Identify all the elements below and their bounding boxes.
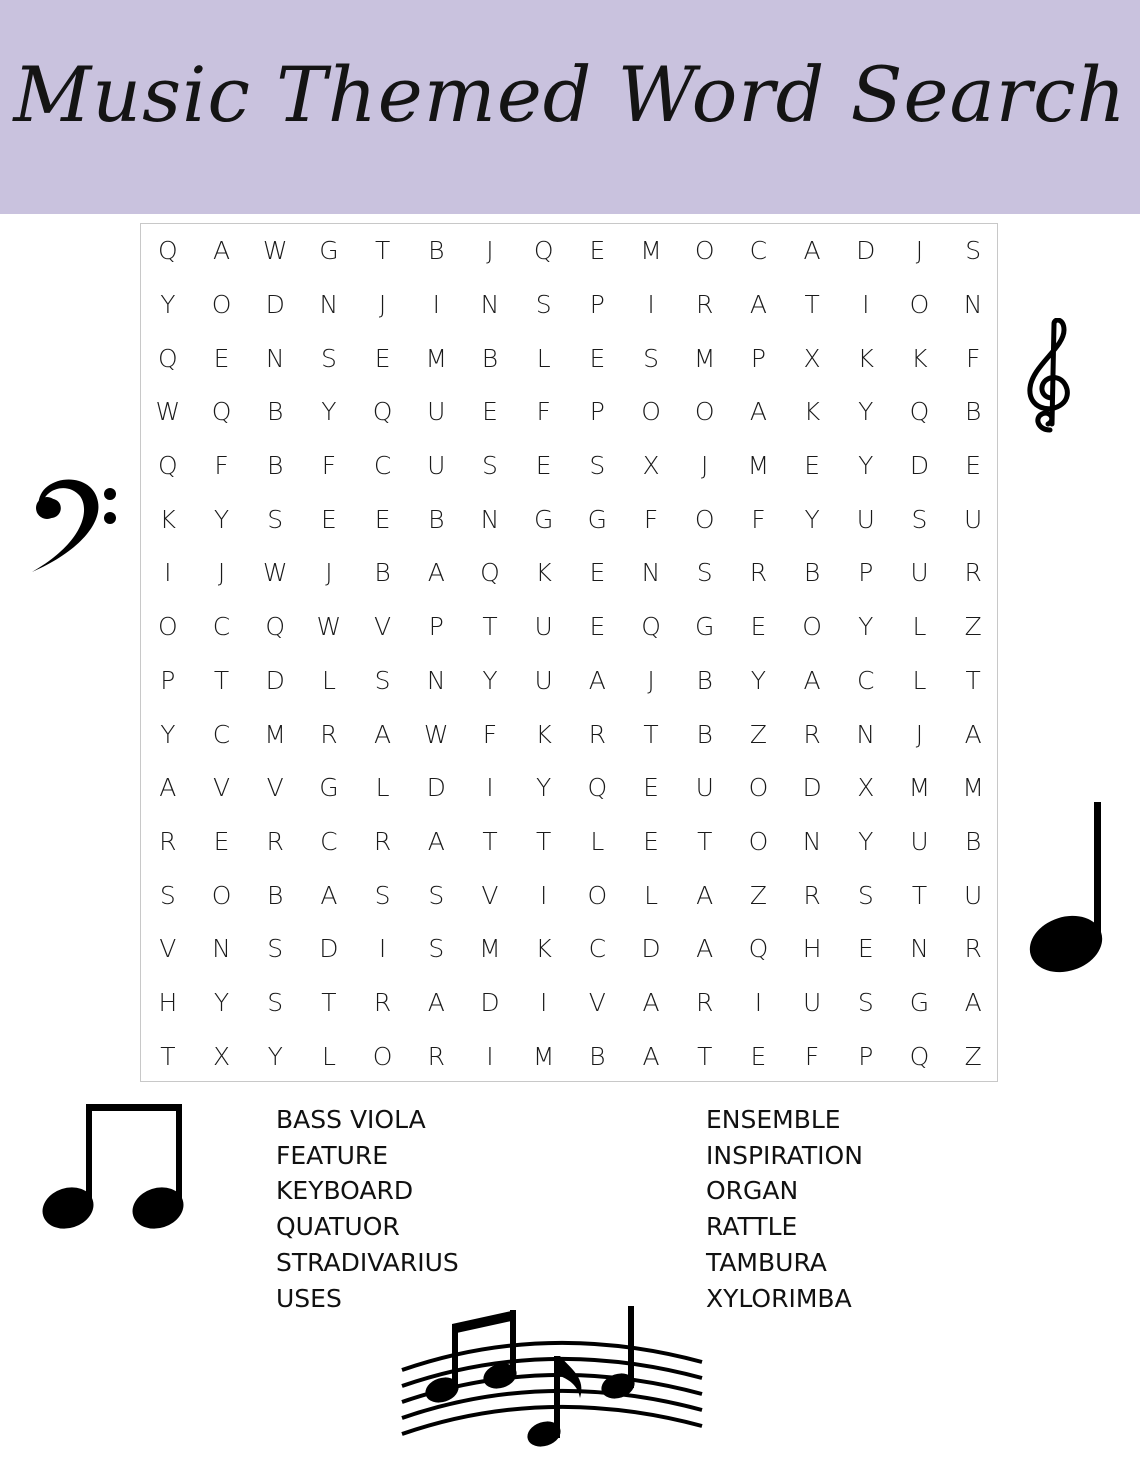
grid-letter: R: [373, 987, 392, 1017]
grid-letter: B: [803, 558, 821, 588]
grid-letter: N: [426, 665, 446, 695]
grid-letter: R: [803, 880, 821, 910]
grid-letter: S: [320, 343, 337, 373]
grid-letter: C: [212, 719, 231, 749]
page-title: Music Themed Word Search: [13, 50, 1127, 139]
grid-letter: N: [856, 719, 876, 749]
grid-letter: L: [536, 343, 551, 373]
grid-letter: D: [802, 773, 822, 803]
grid-letter: V: [266, 773, 284, 803]
grid-letter: E: [374, 504, 391, 534]
grid-letter: Y: [267, 1041, 283, 1071]
grid-letter: A: [803, 665, 821, 695]
grid-letter: E: [482, 397, 498, 427]
word-item: USES: [276, 1283, 342, 1313]
grid-letter: Y: [213, 987, 230, 1017]
grid-letter: C: [857, 665, 875, 695]
grid-letter: U: [534, 665, 553, 695]
grid-letter: I: [378, 934, 387, 964]
grid-letter: B: [964, 397, 982, 427]
grid-letter: H: [158, 987, 178, 1017]
grid-letter: P: [428, 612, 444, 642]
grid-letter: M: [962, 773, 984, 803]
grid-letter: R: [588, 719, 607, 749]
grid-letter: V: [374, 612, 392, 642]
grid-letter: E: [804, 451, 820, 481]
word-item: TAMBURA: [706, 1247, 827, 1277]
grid-letter: Q: [587, 773, 608, 803]
grid-letter: Y: [482, 665, 498, 695]
grid-letter: T: [536, 826, 552, 856]
grid-letter: T: [697, 826, 713, 856]
grid-letter: J: [647, 665, 655, 695]
grid-letter: Y: [213, 504, 230, 534]
word-item: XYLORIMBA: [706, 1283, 852, 1313]
grid-letter: I: [432, 290, 440, 320]
grid-letter: R: [964, 558, 982, 588]
grid-letter: X: [212, 1041, 231, 1071]
grid-letter: M: [640, 236, 662, 266]
grid-letter: E: [589, 236, 606, 266]
grid-letter: S: [482, 451, 498, 481]
grid-letter: U: [964, 504, 983, 534]
grid-letter: S: [965, 236, 982, 266]
grid-letter: N: [212, 934, 231, 964]
grid-letter: V: [212, 773, 231, 803]
grid-letter: L: [912, 612, 927, 642]
grid-letter: Q: [480, 558, 500, 588]
grid-letter: B: [481, 343, 499, 373]
grid-letter: E: [589, 343, 606, 373]
grid-letter: I: [486, 773, 494, 803]
grid-letter: Y: [858, 826, 874, 856]
word-item: FEATURE: [276, 1140, 389, 1170]
grid-letter: K: [535, 719, 552, 749]
grid-letter: K: [535, 558, 552, 588]
grid-letter: S: [428, 934, 445, 964]
grid-letter: W: [262, 558, 288, 588]
grid-letter: N: [480, 290, 500, 320]
grid-letter: N: [265, 343, 285, 373]
grid-letter: Z: [964, 1041, 982, 1071]
grid-letter: Y: [321, 397, 337, 427]
grid-letter: I: [486, 1041, 494, 1071]
grid-letter: Y: [858, 397, 874, 427]
grid-letter: A: [964, 987, 982, 1017]
grid-letter: P: [858, 1041, 874, 1071]
grid-letter: V: [588, 987, 606, 1017]
grid-letter: Y: [750, 665, 767, 695]
grid-letter: M: [425, 343, 448, 373]
grid-letter: G: [319, 236, 339, 266]
grid-letter: M: [908, 773, 931, 803]
grid-letter: B: [428, 504, 445, 534]
grid-letter: P: [589, 290, 605, 320]
grid-letter: O: [641, 397, 661, 427]
grid-letter: D: [856, 236, 876, 266]
grid-letter: T: [965, 665, 981, 695]
grid-letter: Q: [158, 451, 178, 481]
grid-letter: G: [533, 504, 554, 534]
grid-letter: N: [480, 504, 500, 534]
grid-letter: B: [267, 451, 284, 481]
grid-letter: J: [701, 451, 709, 481]
grid-letter: U: [910, 826, 929, 856]
grid-letter: E: [589, 558, 606, 588]
word-item: BASS VIOLA: [276, 1105, 426, 1134]
grid-letter: W: [262, 236, 288, 266]
grid-letter: S: [374, 880, 391, 910]
grid-letter: T: [804, 290, 820, 320]
grid-letter: W: [155, 397, 181, 427]
grid-letter: A: [642, 987, 660, 1017]
grid-letter: A: [696, 934, 714, 964]
grid-letter: B: [267, 397, 284, 427]
grid-letter: Q: [265, 612, 286, 642]
grid-letter: C: [212, 612, 231, 642]
grid-letter: D: [426, 773, 446, 803]
word-search-grid: [141, 224, 997, 1081]
grid-letter: E: [374, 343, 391, 373]
grid-letter: Y: [804, 504, 820, 534]
grid-letter: A: [427, 558, 445, 588]
grid-letter: A: [427, 826, 445, 856]
grid-letter: O: [909, 290, 930, 320]
grid-letter: P: [858, 558, 874, 588]
grid-letter: R: [964, 934, 982, 964]
grid-letter: E: [965, 451, 982, 481]
grid-letter: U: [695, 773, 714, 803]
grid-letter: O: [694, 397, 715, 427]
grid-letter: G: [909, 987, 930, 1017]
grid-letter: G: [695, 612, 715, 642]
grid-letter: A: [803, 236, 821, 266]
grid-letter: T: [160, 1041, 176, 1071]
grid-letter: I: [539, 987, 548, 1017]
grid-letter: K: [911, 343, 928, 373]
grid-letter: S: [911, 504, 928, 534]
grid-letter: S: [267, 934, 284, 964]
grid-letter: S: [535, 290, 552, 320]
grid-letter: R: [749, 558, 768, 588]
grid-letter: X: [803, 343, 821, 373]
grid-letter: W: [423, 719, 449, 749]
grid-letter: K: [535, 934, 552, 964]
grid-letter: J: [325, 558, 333, 588]
grid-letter: J: [915, 236, 924, 266]
grid-letter: E: [213, 343, 230, 373]
grid-letter: A: [749, 290, 767, 320]
grid-letter: T: [482, 826, 498, 856]
grid-letter: S: [696, 558, 713, 588]
grid-letter: T: [911, 880, 928, 910]
grid-letter: E: [643, 773, 659, 803]
grid-letter: R: [696, 290, 714, 320]
grid-letter: S: [267, 504, 284, 534]
grid-letter: C: [588, 934, 607, 964]
grid-letter: Q: [211, 397, 232, 427]
word-item: RATTLE: [706, 1212, 798, 1242]
grid-letter: T: [697, 1041, 713, 1071]
grid-letter: E: [750, 612, 767, 642]
grid-letter: Y: [858, 451, 874, 481]
grid-letter: Q: [533, 236, 554, 266]
grid-letter: Q: [748, 934, 769, 964]
grid-letter: A: [159, 773, 177, 803]
grid-letter: R: [373, 826, 392, 856]
grid-letter: I: [647, 290, 655, 320]
grid-letter: S: [428, 880, 445, 910]
grid-letter: R: [427, 1041, 445, 1071]
grid-letter: L: [375, 773, 390, 803]
grid-letter: D: [265, 665, 285, 695]
grid-letter: J: [378, 290, 387, 320]
grid-letter: R: [803, 719, 821, 749]
grid-letter: B: [964, 826, 982, 856]
grid-letter: E: [750, 1041, 767, 1071]
grid-letter: B: [696, 665, 713, 695]
grid-letter: A: [427, 987, 445, 1017]
grid-letter: A: [374, 719, 392, 749]
grid-letter: Y: [536, 773, 552, 803]
grid-letter: C: [749, 236, 768, 266]
grid-letter: O: [748, 773, 769, 803]
grid-letter: U: [910, 558, 929, 588]
grid-letter: O: [694, 236, 715, 266]
grid-letter: A: [320, 880, 338, 910]
grid-letter: T: [321, 987, 337, 1017]
grid-letter: V: [159, 934, 177, 964]
grid-letter: S: [589, 451, 606, 481]
grid-letter: T: [643, 719, 659, 749]
grid-letter: O: [802, 612, 822, 642]
grid-letter: B: [589, 1041, 606, 1071]
grid-letter: I: [539, 880, 548, 910]
word-item: ORGAN: [706, 1176, 799, 1206]
grid-letter: F: [321, 451, 337, 481]
word-item: ENSEMBLE: [706, 1105, 841, 1134]
grid-letter: R: [266, 826, 284, 856]
grid-letter: S: [643, 343, 659, 373]
grid-letter: O: [694, 504, 715, 534]
grid-letter: K: [857, 343, 874, 373]
grid-letter: O: [211, 880, 232, 910]
grid-letter: F: [804, 1041, 820, 1071]
grid-letter: R: [320, 719, 338, 749]
grid-letter: Q: [158, 236, 178, 266]
grid-letter: A: [964, 719, 982, 749]
grid-letter: S: [267, 987, 284, 1017]
grid-letter: B: [374, 558, 391, 588]
grid-letter: X: [857, 773, 875, 803]
grid-letter: Q: [372, 397, 393, 427]
grid-letter: F: [482, 719, 498, 749]
grid-letter: F: [751, 504, 766, 534]
grid-letter: U: [534, 612, 553, 642]
grid-letter: A: [642, 1041, 660, 1071]
grid-letter: O: [158, 612, 178, 642]
grid-letter: F: [965, 343, 981, 373]
grid-letter: Q: [909, 1041, 930, 1071]
grid-letter: F: [536, 397, 551, 427]
grid-letter: P: [160, 665, 176, 695]
grid-letter: A: [588, 665, 606, 695]
grid-letter: J: [486, 236, 494, 266]
grid-letter: I: [862, 290, 870, 320]
grid-letter: U: [427, 397, 446, 427]
grid-letter: I: [754, 987, 763, 1017]
grid-letter: B: [267, 880, 284, 910]
grid-letter: E: [321, 504, 337, 534]
grid-letter: E: [857, 934, 874, 964]
grid-letter: L: [321, 665, 336, 695]
grid-letter: Z: [749, 719, 767, 749]
grid-letter: F: [643, 504, 659, 534]
grid-letter: T: [482, 612, 498, 642]
grid-letter: T: [374, 236, 391, 266]
grid-letter: E: [535, 451, 552, 481]
grid-letter: N: [319, 290, 339, 320]
grid-letter: O: [372, 1041, 393, 1071]
grid-letter: D: [480, 987, 500, 1017]
grid-letter: L: [590, 826, 605, 856]
grid-letter: D: [909, 451, 930, 481]
grid-letter: K: [803, 397, 821, 427]
word-item: STRADIVARIUS: [276, 1247, 459, 1277]
grid-letter: T: [213, 665, 230, 695]
grid-letter: W: [316, 612, 342, 642]
grid-letter: S: [857, 880, 874, 910]
grid-letter: B: [428, 236, 445, 266]
grid-letter: G: [587, 504, 608, 534]
word-item: KEYBOARD: [276, 1176, 414, 1206]
grid-letter: G: [319, 773, 339, 803]
grid-letter: L: [912, 665, 927, 695]
grid-letter: Q: [909, 397, 930, 427]
grid-letter: H: [802, 934, 822, 964]
grid-letter: M: [532, 1041, 555, 1071]
grid-letter: D: [641, 934, 661, 964]
grid-letter: L: [644, 880, 658, 910]
grid-letter: C: [320, 826, 338, 856]
word-list-right: [706, 1102, 863, 1316]
grid-letter: S: [857, 987, 874, 1017]
word-item: INSPIRATION: [706, 1140, 863, 1170]
grid-letter: Y: [858, 612, 874, 642]
grid-letter: J: [915, 719, 924, 749]
grid-letter: V: [481, 880, 499, 910]
grid-letter: U: [802, 987, 822, 1017]
grid-letter: E: [589, 612, 606, 642]
grid-letter: K: [159, 504, 177, 534]
beamed-eighth-notes-icon: [38, 1100, 188, 1236]
title-banner: [0, 0, 1140, 214]
grid-letter: Y: [160, 719, 176, 749]
treble-clef-icon: [1020, 318, 1080, 438]
grid-letter: B: [696, 719, 713, 749]
grid-letter: N: [963, 290, 983, 320]
grid-letter: X: [642, 451, 660, 481]
grid-letter: A: [696, 880, 714, 910]
grid-letter: E: [213, 826, 230, 856]
grid-letter: R: [159, 826, 177, 856]
grid-letter: N: [802, 826, 822, 856]
grid-letter: U: [964, 880, 983, 910]
word-item: QUATUOR: [276, 1212, 400, 1242]
grid-letter: Y: [160, 290, 176, 320]
grid-letter: M: [693, 343, 716, 373]
grid-letter: S: [159, 880, 176, 910]
grid-letter: U: [856, 504, 875, 534]
music-staff-notes-icon: [396, 1300, 708, 1452]
grid-letter: O: [587, 880, 608, 910]
grid-letter: Z: [964, 612, 982, 642]
grid-letter: S: [374, 665, 391, 695]
grid-letter: J: [217, 558, 226, 588]
grid-letter: R: [696, 987, 714, 1017]
grid-letter: M: [479, 934, 501, 964]
word-list-left: [276, 1102, 459, 1316]
grid-letter: N: [641, 558, 661, 588]
grid-letter: N: [910, 934, 929, 964]
bass-clef-icon: [28, 474, 120, 578]
grid-letter: D: [265, 290, 285, 320]
grid-letter: U: [427, 451, 446, 481]
grid-letter: I: [164, 558, 172, 588]
grid-letter: E: [643, 826, 659, 856]
grid-letter: M: [264, 719, 286, 749]
grid-letter: F: [214, 451, 229, 481]
grid-letter: Z: [749, 880, 767, 910]
grid-letter: M: [747, 451, 770, 481]
grid-letter: A: [749, 397, 767, 427]
grid-letter: O: [211, 290, 232, 320]
grid-letter: P: [589, 397, 605, 427]
grid-letter: Q: [641, 612, 661, 642]
grid-letter: Q: [158, 343, 178, 373]
grid-letter: D: [319, 934, 339, 964]
grid-letter: P: [750, 343, 766, 373]
grid-letter: C: [373, 451, 392, 481]
grid-letter: O: [748, 826, 769, 856]
grid-letter: L: [321, 1041, 336, 1071]
quarter-note-icon: [1026, 800, 1110, 976]
grid-letter: A: [212, 236, 231, 266]
